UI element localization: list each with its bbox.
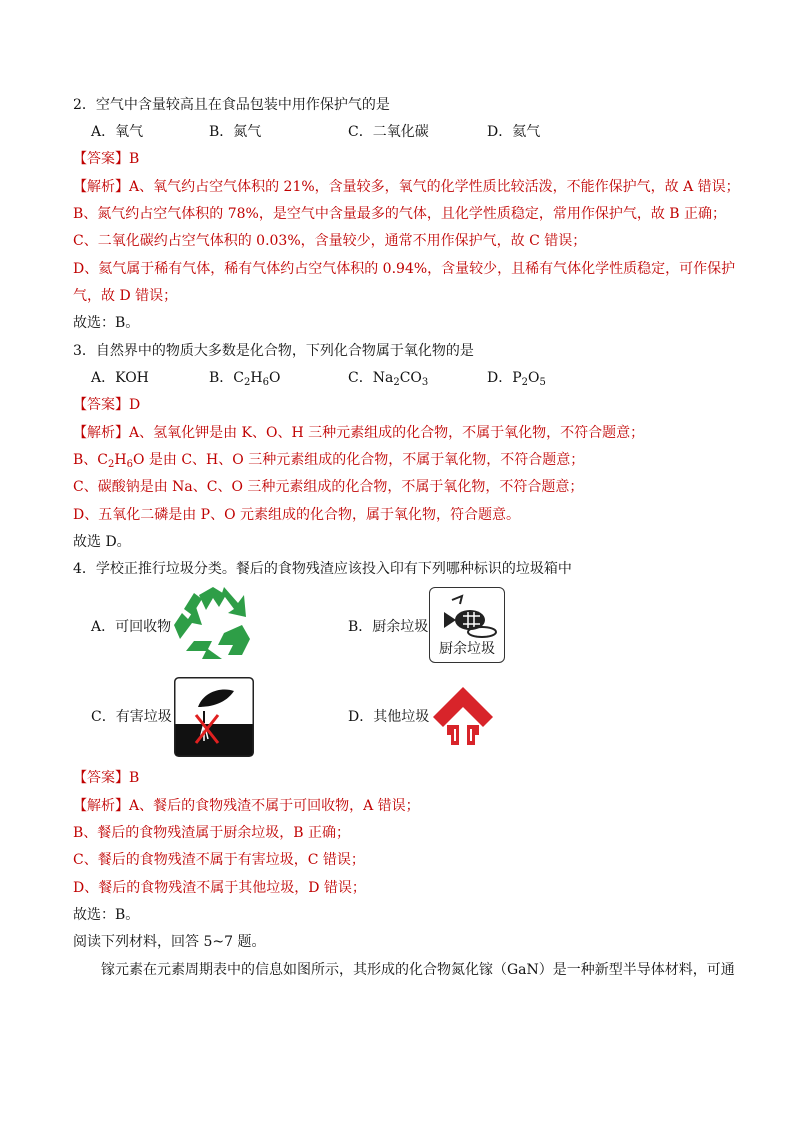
q4-option-a: A．可回收物 [91,619,172,635]
analysis-tag: 【解析】 [73,798,129,814]
q3-option-b: B．$C_2H_6O$ [209,370,281,388]
q2-analysis-line: B、氮气约占空气体积的 78%，是空气中含量最多的气体，且化学性质稳定，常用作保护气，故 B 正确； [73,206,727,222]
answer-tag: 【答案】 [73,770,129,786]
hazardous-waste-icon [174,677,254,757]
q3-analysis-line: B、$C_2H_6O$ 是由 C、H、O 三种元素组成的化合物，不属于氧化物，不符合题意； [73,452,585,470]
q2-option-a: A．氧气 [91,124,144,140]
q2-analysis-line: 气，故 D 错误； [73,288,178,304]
q3-option-a: A．KOH [91,370,149,386]
q3-answer [73,395,140,415]
answer-value: D [129,397,141,413]
q4-analysis-line: C、餐后的食物残渣不属于有害垃圾，C 错误； [73,852,365,868]
q2-stem: 2．空气中含量较高且在食品包装中用作保护气的是 [73,97,390,113]
q3-analysis-line: D、五氧化二磷是由 P、O 元素组成的化合物，属于氧化物，符合题意。 [73,507,521,523]
analysis-text: A、餐后的食物残渣不属于可回收物，A 错误； [129,798,420,814]
kitchen-waste-sign [429,587,505,663]
q3-analysis-line [73,423,644,443]
q2-option-b: B．氮气 [209,124,262,140]
q4-option-b: B．厨余垃圾 [348,619,429,635]
q4-option-d: D．其他垃圾 [348,709,430,725]
analysis-text: A、氧气约占空气体积的 21%，含量较多，氧气的化学性质比较活泼，不能作保护气，故 A 错误； [129,179,740,195]
q2-answer [73,149,139,169]
fish-bone-icon [430,592,503,642]
q3-stem: 3．自然界中的物质大多数是化合物，下列化合物属于氧化物的是 [73,343,474,359]
q3-analysis-line: C、碳酸钠是由 Na、C、O 三种元素组成的化合物，不属于氧化物，不符合题意； [73,479,584,495]
q4-analysis-line: B、餐后的食物残渣属于厨余垃圾，B 正确； [73,825,351,841]
recycle-icon [172,585,254,663]
q2-option-c: C．二氧化碳 [348,124,429,140]
answer-value: B [129,770,140,786]
analysis-text: A、氢氧化钾是由 K、O、H 三种元素组成的化合物，不属于氧化物，不符合题意； [129,425,645,441]
q2-analysis-line [73,177,740,197]
reading-paragraph: 镓元素在元素周期表中的信息如图所示，其形成的化合物氮化镓（GaN）是一种新型半导体材料，可通 [101,962,735,978]
q2-conclusion: 故选：B。 [73,315,140,331]
q2-analysis-line: D、氦气属于稀有气体，稀有气体约占空气体积的 0.94%，含量较少，且稀有气体化学性质稳定，可作保护 [73,261,736,277]
q4-analysis-line: D、餐后的食物残渣不属于其他垃圾，D 错误； [73,880,366,896]
q4-option-c: C．有害垃圾 [91,709,172,725]
q3-option-d: D．$P_2O_5$ [487,370,546,388]
q2-analysis-line: C、二氧化碳约占空气体积的 0.03%，含量较少，通常不用作保护气，故 C 错误； [73,233,587,249]
other-waste-icon [431,685,495,749]
reading-intro: 阅读下列材料，回答 5~7 题。 [73,934,266,950]
q4-analysis-line [73,796,420,816]
kitchen-waste-sign-label: 厨余垃圾 [439,641,495,657]
answer-tag: 【答案】 [73,397,129,413]
q4-answer [73,768,139,788]
analysis-tag: 【解析】 [73,179,129,195]
q4-conclusion: 故选：B。 [73,907,140,923]
q3-conclusion: 故选 D。 [73,534,131,550]
q3-option-c: C．$Na_2CO_3$ [348,370,429,388]
q4-stem: 4．学校正推行垃圾分类。餐后的食物残渣应该投入印有下列哪种标识的垃圾箱中 [73,561,572,577]
answer-tag: 【答案】 [73,151,129,167]
analysis-tag: 【解析】 [73,425,129,441]
answer-value: B [129,151,140,167]
q2-option-d: D．氦气 [487,124,541,140]
